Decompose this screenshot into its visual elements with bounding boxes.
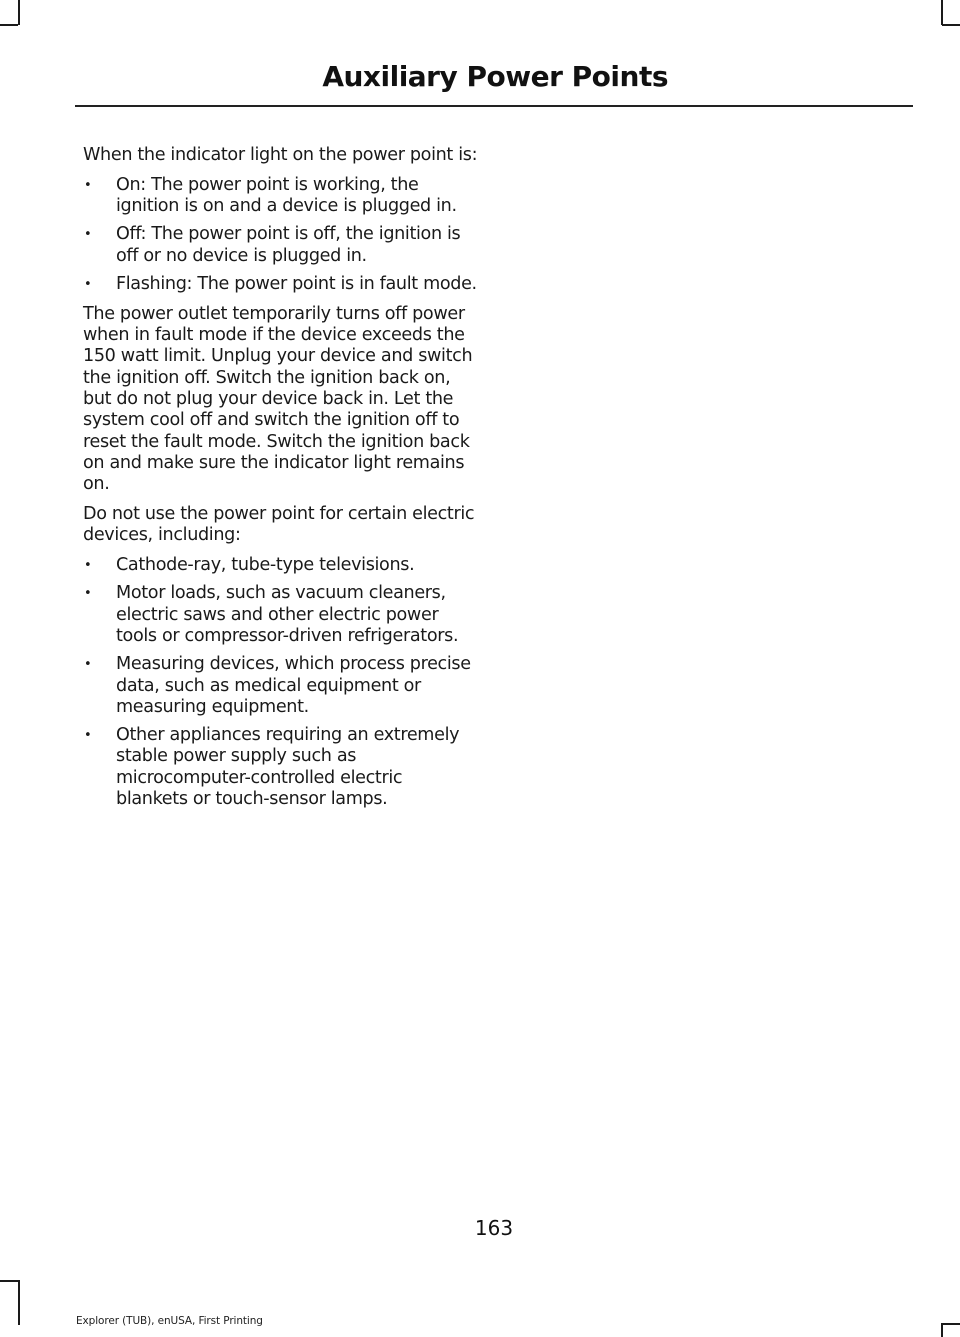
page-title: Auxiliary Power Points xyxy=(322,60,668,93)
list-item: • On: The power point is working, the ignition is on and a device is plugged in. xyxy=(83,175,478,218)
crop-mark-top-left xyxy=(0,24,18,26)
crop-mark-bottom-left xyxy=(0,1280,18,1282)
crop-mark-top-left xyxy=(18,0,20,25)
crop-mark-top-right xyxy=(942,24,960,26)
crop-mark-bottom-right xyxy=(942,1323,960,1325)
list-item: • Flashing: The power point is in fault mode. xyxy=(83,274,478,295)
intro-paragraph: When the indicator light on the power point is: xyxy=(83,145,478,165)
devices-list xyxy=(83,555,478,810)
main-content xyxy=(83,145,478,819)
fault-mode-paragraph: The power outlet temporarily turns off power when in fault mode if the device exceeds the 150 watt limit. Unplug your device and switch the ignition off. Switch the ignition back on, but do not plug your device back in. Let the system cool off and switch the ignition off to reset the fault mode. Switch the ignition back on and make sure the indicator light remains on. xyxy=(83,303,473,495)
publication-footer: Explorer (TUB), enUSA, First Printing xyxy=(76,1315,263,1327)
crop-mark-bottom-left xyxy=(18,1280,20,1325)
list-item: • Measuring devices, which process precise data, such as medical equipment or measuring equipment. xyxy=(83,654,478,718)
devices-intro-paragraph: Do not use the power point for certain electric devices, including: xyxy=(83,503,475,546)
header-divider xyxy=(75,105,913,107)
list-item: • Other appliances requiring an extremely stable power supply such as microcomputer-controlled electric blankets or touch-sensor lamps. xyxy=(83,725,478,810)
page-number: 163 xyxy=(474,1216,514,1240)
crop-mark-bottom-right xyxy=(941,1323,943,1337)
list-item: • Cathode-ray, tube-type televisions. xyxy=(83,555,478,576)
crop-mark-top-right xyxy=(941,0,943,25)
list-item: • Motor loads, such as vacuum cleaners, electric saws and other electric power tools or compressor-driven refrigerators. xyxy=(83,583,478,647)
list-item: • Off: The power point is off, the ignition is off or no device is plugged in. xyxy=(83,224,478,267)
indicator-states-list xyxy=(83,175,478,295)
